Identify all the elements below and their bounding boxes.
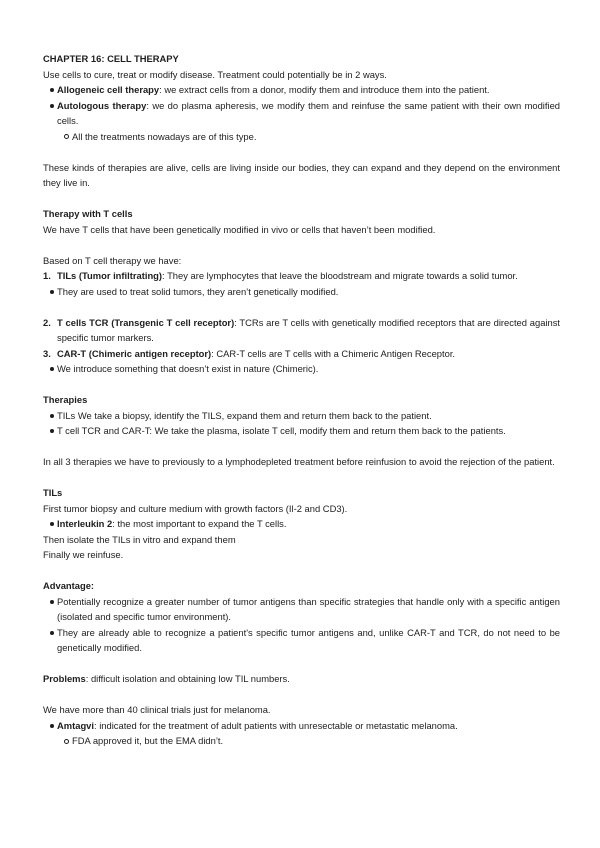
section-heading: TILs	[43, 487, 63, 498]
list-item: TILs We take a biopsy, identify the TILS, expand them and return them back to the patient.	[43, 408, 560, 424]
list-item: Allogeneic cell therapy: we extract cells from a donor, modify them and introduce them into the patient.	[43, 82, 560, 98]
paragraph: First tumor biopsy and culture medium with growth factors (Il-2 and CD3).	[43, 502, 348, 514]
section-heading: Therapies	[43, 394, 88, 405]
paragraph: Problems: difficult isolation and obtaining low TIL numbers.	[43, 673, 290, 684]
paragraph: We have more than 40 clinical trials just for melanoma.	[43, 704, 271, 715]
paragraph: We have T cells that have been genetically modified in vivo or cells that haven’t been modified.	[43, 223, 436, 235]
paragraph: Finally we reinfuse.	[43, 549, 124, 560]
sub-list-item: All the treatments nowadays are of this type.	[43, 129, 560, 145]
numbered-item: 3. CAR-T (Chimeric antigen receptor): CAR-T cells are T cells with a Chimeric Antigen Receptor.	[43, 347, 456, 359]
chapter-title: CHAPTER 16: CELL THERAPY	[43, 53, 179, 64]
paragraph: Then isolate the TILs in vitro and expand them	[43, 533, 236, 545]
intro-text: Use cells to cure, treat or modify disease. Treatment could potentially be in 2 ways.	[43, 68, 387, 80]
list-item: T cell TCR and CAR-T: We take the plasma, isolate T cell, modify them and return them back to the patients.	[43, 423, 560, 439]
paragraph: These kinds of therapies are alive, cells are living inside our bodies, they can expand and they depend on the environment they live in.	[43, 161, 560, 188]
list-item: Interleukin 2: the most important to expand the T cells.	[43, 516, 560, 532]
sub-list-item: FDA approved it, but the EMA didn’t.	[43, 733, 560, 749]
section-heading: Therapy with T cells	[43, 208, 133, 219]
paragraph: In all 3 therapies we have to previously to a lymphodepleted treatment before reinfusion to avoid the rejection of the patient.	[43, 456, 555, 467]
numbered-item: 2. T cells TCR (Transgenic T cell receptor): TCRs are T cells with genetically modified receptors that are directed against specific tumor markers.	[43, 316, 561, 343]
list-item: We introduce something that doesn’t exist in nature (Chimeric).	[43, 361, 560, 377]
paragraph: Based on T cell therapy we have:	[43, 254, 182, 266]
section-heading: Advantage:	[43, 580, 95, 591]
list-item: They are already able to recognize a patient's specific tumor antigens and, unlike CAR-T and TCR, do not need to be genetically modified.	[43, 625, 560, 656]
list-item: Autologous therapy: we do plasma apheresis, we modify them and reinfuse the same patient with their own modified cells.	[43, 98, 560, 129]
list-item: Potentially recognize a greater number of tumor antigens than specific strategies that handle only with a specific antigen (isolated and specific tumor environment).	[43, 594, 560, 625]
numbered-item: 1. TILs (Tumor infiltrating): They are lymphocytes that leave the bloodstream and migrate towards a solid tumor.	[43, 270, 518, 281]
list-item: They are used to treat solid tumors, they aren’t genetically modified.	[43, 284, 560, 300]
list-item: Amtagvi: indicated for the treatment of adult patients with unresectable or metastatic melanoma.	[43, 718, 560, 734]
